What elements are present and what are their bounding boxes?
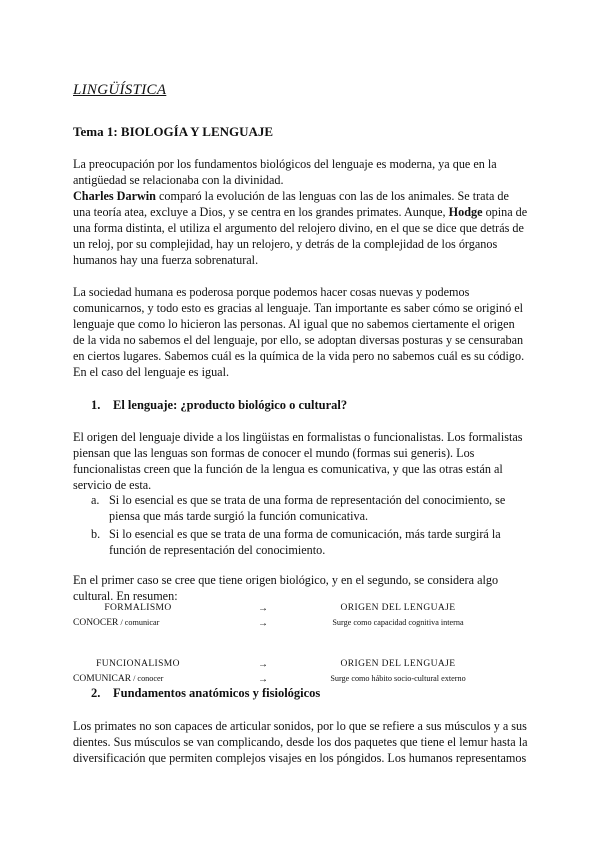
arrow-icon: → — [258, 674, 268, 685]
summary-formalismo: FORMALISMO — [104, 603, 172, 613]
paragraph-intro-text: La preocupación por los fundamentos biológicos del lenguaje es moderna, ya que en la antigüedad se relacionaba con la divinidad. — [73, 157, 497, 187]
arrow-icon: → — [258, 603, 268, 614]
summary-row — [73, 618, 528, 633]
summary-funcionalismo: FUNCIONALISMO — [96, 659, 180, 669]
darwin-name: Charles Darwin — [73, 189, 156, 203]
section-1-heading — [91, 398, 347, 413]
darwin-text: comparó la evolución de las lenguas con las de los animales. Se trata de una teoría atea, excluye a Dios, y se centra en los grandes primates. Aunque, — [73, 189, 509, 219]
summary-sociocultural: Surge como hábito socio-cultural externo — [330, 674, 466, 683]
arrow-icon: → — [258, 659, 268, 670]
summary-conocer-sub: / comunicar — [118, 618, 160, 627]
paragraph-intro — [73, 156, 528, 268]
origin-list — [91, 492, 528, 560]
paragraph-summary-intro: En el primer caso se cree que tiene origen biológico, y en el segundo, se considera algo cultural. En resumen: — [73, 573, 499, 603]
summary-comunicar-sub: / conocer — [131, 674, 164, 683]
arrow-icon: → — [258, 618, 268, 629]
topic-heading: Tema 1: BIOLOGÍA Y LENGUAJE — [73, 124, 274, 139]
paragraph-society: La sociedad humana es poderosa porque podemos hacer cosas nuevas y podemos comunicarnos, y todo esto es gracias al lenguaje. Tan importante es saber cómo se originó el lenguaje que como lo hicieron las personas. Al igual que no sabemos ciertamente el origen de la vida no sabemos el del lenguaje, por ello, se adoptan diversas posturas y se censuraban en ciertos lugares. Sabemos cuál es la química de la vida pero no sabemos cuál es su código. En el caso del lenguaje es igual. — [73, 285, 525, 379]
list-item-text: Si lo esencial es que se trata de una forma de representación del conocimiento, se piensa que más tarde surgió la función comunicativa. — [109, 493, 506, 523]
list-item-letter: a. — [91, 493, 100, 507]
summary-origin-label: ORIGEN DEL LENGUAJE — [340, 603, 456, 613]
list-item — [91, 526, 528, 558]
summary-origin-label: ORIGEN DEL LENGUAJE — [340, 659, 456, 669]
summary-conocer-main: CONOCER — [73, 618, 119, 628]
section-1-number: 1. — [91, 398, 101, 412]
paragraph-anatomy: Los primates no son capaces de articular sonidos, por lo que se refiere a sus músculos y a sus dientes. Sus músculos se van complicando, desde los dos paquetes que tiene el lemur hasta la diversificación que permiten complejos visajes en los póngidos. Los humanos representamos — [73, 719, 528, 765]
hodge-text: opina de una forma distinta, el utiliza el argumento del relojero divino, en el que se dice que detrás de un reloj, por su complejidad, hay un relojero, y detrás de la complejidad de los órganos humanos hay una fuerza sobrenatural. — [73, 205, 528, 267]
summary-spacer — [73, 633, 528, 659]
section-2-number: 2. — [91, 686, 101, 700]
summary-row — [73, 603, 528, 618]
list-item — [91, 492, 528, 524]
summary-cognitive: Surge como capacidad cognitiva interna — [332, 618, 464, 627]
summary-row — [73, 659, 528, 674]
hodge-name: Hodge — [448, 205, 483, 219]
list-item-letter: b. — [91, 527, 101, 541]
summary-table — [73, 603, 528, 689]
section-2-title: Fundamentos anatómicos y fisiológicos — [113, 686, 321, 700]
section-2-heading — [91, 686, 320, 701]
summary-comunicar — [73, 674, 163, 684]
section-1-title: El lenguaje: ¿producto biológico o cultural? — [113, 398, 348, 412]
paragraph-origin: El origen del lenguaje divide a los lingüistas en formalistas o funcionalistas. Los formalistas piensan que las lenguas son formas de conocer el mundo (formas sui generis). Los funcionalistas creen que la función de la lengua es comunicativa, y que las otras están al servicio de esta. — [73, 430, 523, 492]
summary-comunicar-main: COMUNICAR — [73, 674, 132, 684]
summary-conocer — [73, 618, 159, 628]
document-title: LINGÜÍSTICA — [73, 82, 167, 98]
list-item-text: Si lo esencial es que se trata de una forma de comunicación, más tarde surgirá la función de representación del conocimiento. — [109, 527, 501, 557]
